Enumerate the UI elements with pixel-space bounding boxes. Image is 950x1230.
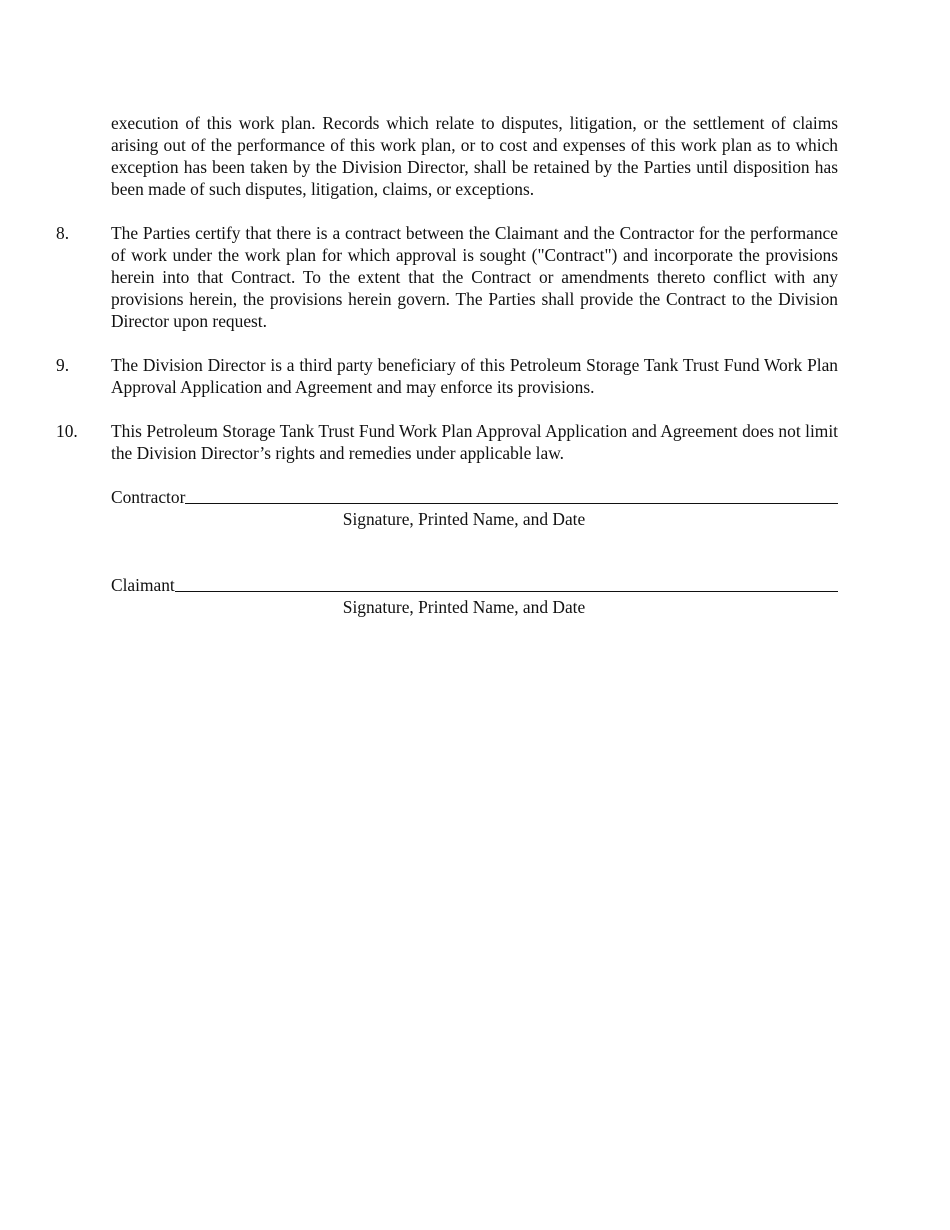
item-number: 10. bbox=[56, 421, 78, 441]
signature-field[interactable] bbox=[175, 573, 838, 592]
continuation-paragraph: execution of this work plan. Records which relate to disputes, litigation, or the settlement of claims arising out of the performance of this work plan, or to cost and expenses of this work plan as to which exception has been taken by the Division Director, shall be retained by the Parties until disposition has been made of such disputes, litigation, claims, or exceptions. bbox=[111, 113, 838, 199]
item-text: The Division Director is a third party beneficiary of this Petroleum Storage Tank Trust Fund Work Plan Approval Application and Agreement and may enforce its provisions. bbox=[111, 355, 838, 397]
item-number: 8. bbox=[56, 223, 70, 243]
signature-label: Contractor bbox=[111, 487, 186, 507]
signature-caption: Signature, Printed Name, and Date bbox=[342, 509, 586, 529]
contractor-signature-block bbox=[111, 486, 838, 530]
signature-line bbox=[111, 574, 838, 596]
item-number: 9. bbox=[56, 355, 70, 375]
claimant-signature-block bbox=[111, 574, 838, 618]
signature-line bbox=[111, 486, 838, 508]
item-text: This Petroleum Storage Tank Trust Fund Work Plan Approval Application and Agreement does not limit the Division Director’s rights and remedies under applicable law. bbox=[111, 421, 838, 463]
item-text: The Parties certify that there is a contract between the Claimant and the Contractor for the performance of work under the work plan for which approval is sought ("Contract") and incorporate the provisions herein into that Contract. To the extent that the Contract or amendments thereto conflict with any provisions herein, the provisions herein govern. The Parties shall provide the Contract to the Division Director upon request. bbox=[111, 223, 838, 331]
signature-caption: Signature, Printed Name, and Date bbox=[342, 597, 586, 617]
signature-field[interactable] bbox=[185, 485, 838, 504]
signature-label: Claimant bbox=[111, 575, 175, 595]
